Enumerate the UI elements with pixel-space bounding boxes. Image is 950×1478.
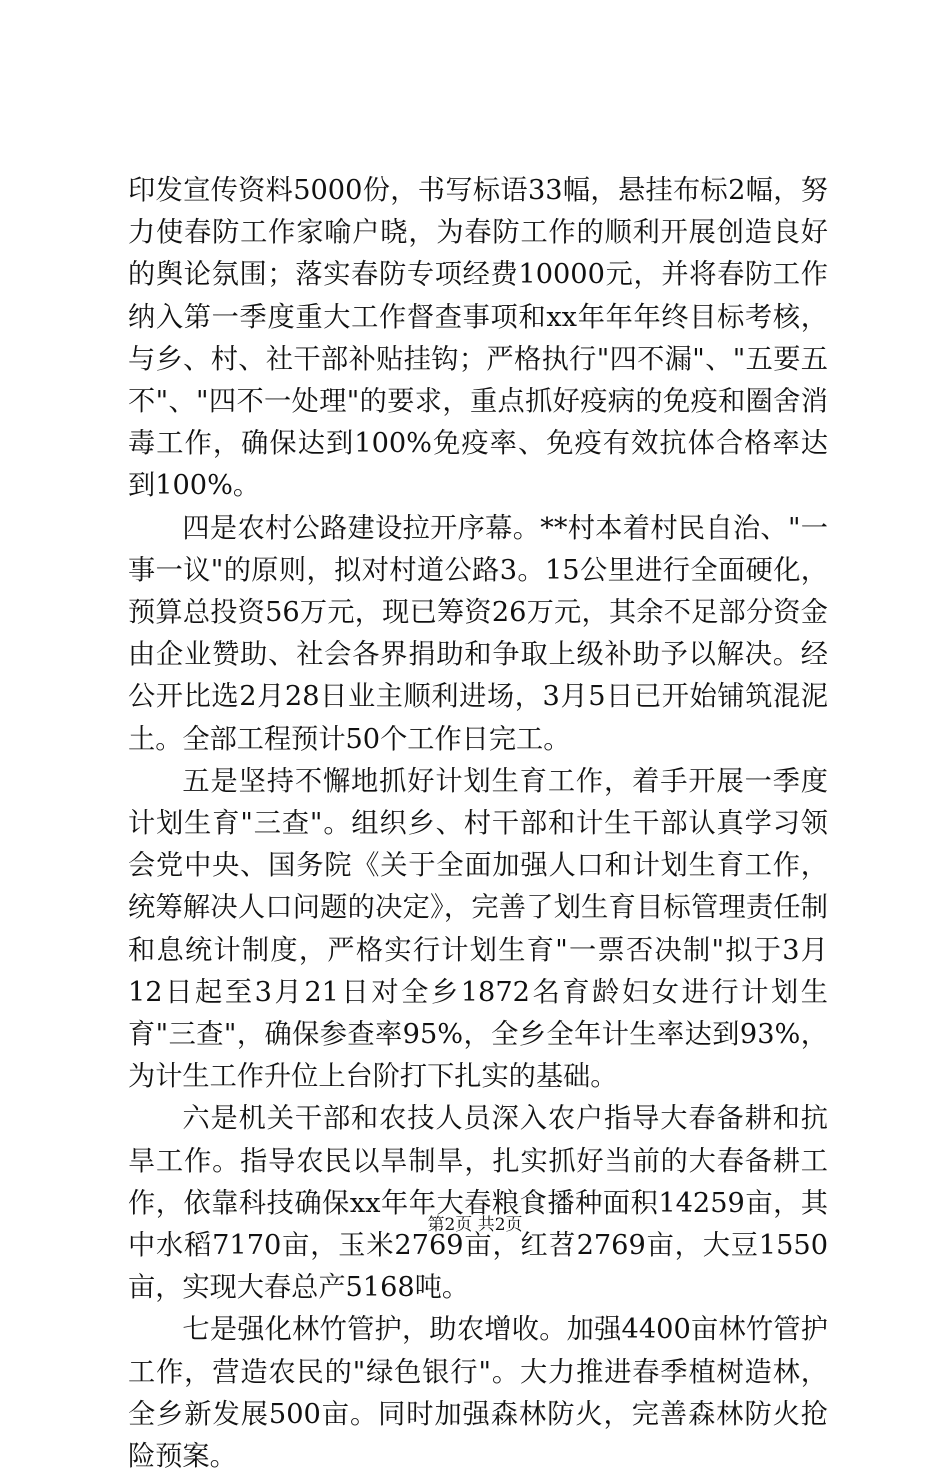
paragraph-item-5-family-planning: 五是坚持不懈地抓好计划生育工作，着手开展一季度计划生育"三查"。组织乡、村干部和计生干部认真学习领会党中央、国务院《关于全面加强人口和计划生育工作，统筹解决人口问题的决定》，完善了划生育目标管理责任制和息统计制度，严格实行计划生育"一票否决制"拟于3月12日起至3月21日对全乡1872名育龄妇女进行计划生育"三查"，确保参查率95%，全乡全年计生率达到93%，为计生工作升位上台阶打下扎实的基础。 xyxy=(128,765,828,1093)
page-footer xyxy=(0,1213,950,1237)
paragraph-item-4-rural-roads: 四是农村公路建设拉开序幕。**村本着村民自治、"一事一议"的原则，拟对村道公路3。15公里进行全面硬化，预算总投资56万元，现已筹资26万元，其余不足部分资金由企业赞助、社会各界捐助和争取上级补助予以解决。经公开比选2月28日业主顺利进场，3月5日已开始铺筑混泥土。全部工程预计50个工作日完工。 xyxy=(128,512,828,755)
document-body xyxy=(128,170,828,1478)
paragraph-item-6-spring-plowing: 六是机关干部和农技人员深入农户指导大春备耕和抗旱工作。指导农民以旱制旱，扎实抓好当前的大春备耕工作，依靠科技确保xx年年大春粮食播种面积14259亩，其中水稻7170亩，玉米2769亩，红苕2769亩，大豆1550亩，实现大春总产5168吨。 xyxy=(128,1103,828,1304)
paragraph-continued-spring-epidemic-prevention: 印发宣传资料5000份，书写标语33幅，悬挂布标2幅，努力使春防工作家喻户晓，为春防工作的顺利开展创造良好的舆论氛围；落实春防专项经费10000元，并将春防工作纳入第一季度重大工作督查事项和xx年年年终目标考核，与乡、村、社干部补贴挂钩；严格执行"四不漏"、"五要五不"、"四不一处理"的要求，重点抓好疫病的免疫和圈舍消毒工作，确保达到100%免疫率、免疫有效抗体合格率达到100%。 xyxy=(128,175,828,502)
paragraph-item-7-forest-management: 七是强化林竹管护，助农增收。加强4400亩林竹管护工作，营造农民的"绿色银行"。大力推进春季植树造林，全乡新发展500亩。同时加强森林防火，完善森林防火抢险预案。 xyxy=(128,1314,828,1473)
page-number-label: 第2页 共2页 xyxy=(427,1215,523,1235)
